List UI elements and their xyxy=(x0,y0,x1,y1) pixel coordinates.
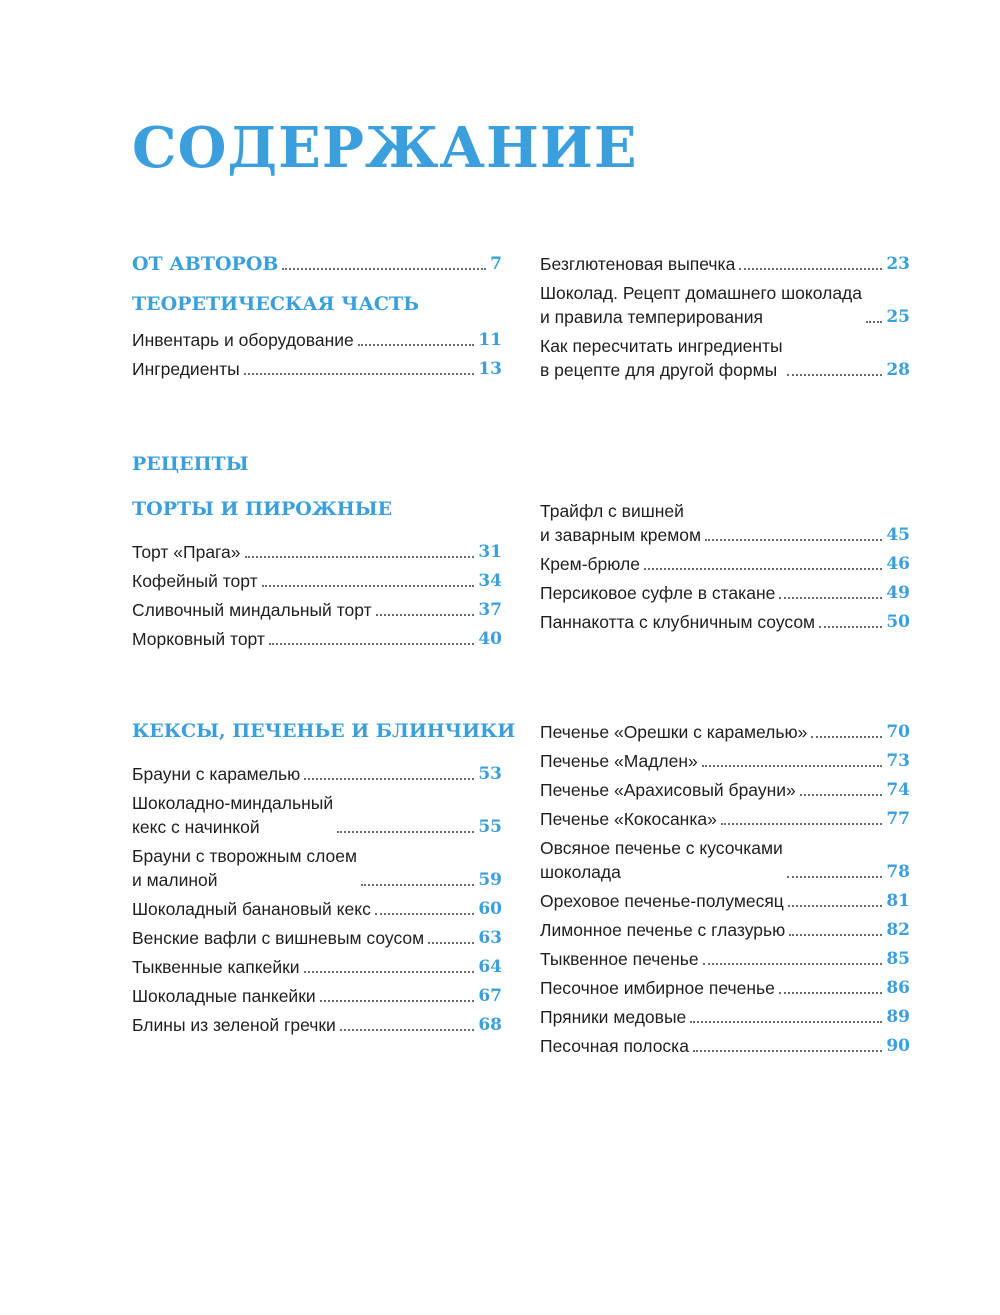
section-heading-recipes: РЕЦЕПТЫ xyxy=(132,453,249,475)
leader-dots xyxy=(779,992,882,994)
leader-dots xyxy=(787,374,883,376)
leader-dots xyxy=(739,268,882,270)
toc-entry[interactable] xyxy=(540,749,910,773)
toc-entry[interactable] xyxy=(132,540,502,564)
toc-entry[interactable] xyxy=(540,1034,910,1058)
toc-entry-title: Шоколад. Рецепт домашнего шоколада и правила темперирования xyxy=(540,283,862,327)
toc-entry[interactable] xyxy=(540,720,910,744)
cookies-left-column xyxy=(132,762,502,1042)
toc-page-number: 73 xyxy=(886,751,910,771)
toc-page-number: 89 xyxy=(886,1007,910,1027)
toc-entry-title: Безглютеновая выпечка xyxy=(540,254,736,274)
toc-entry[interactable] xyxy=(540,778,910,802)
toc-entry[interactable] xyxy=(132,844,502,892)
toc-entry-title: Шоколадные панкейки xyxy=(132,986,316,1006)
toc-entry-title: Персиковое суфле в стакане xyxy=(540,583,776,603)
toc-page-number: 7 xyxy=(490,254,502,274)
leader-dots xyxy=(269,643,474,645)
toc-entry-authors[interactable] xyxy=(132,252,502,276)
toc-entry[interactable] xyxy=(540,889,910,913)
toc-entry-title: Крем-брюле xyxy=(540,554,640,574)
toc-page-number: 86 xyxy=(886,978,910,998)
toc-entry-title: Тыквенные капкейки xyxy=(132,957,300,977)
toc-page-number: 55 xyxy=(478,817,502,837)
toc-page-number: 28 xyxy=(886,360,910,380)
toc-entry-title: Тыквенное печенье xyxy=(540,949,699,969)
leader-dots xyxy=(245,556,475,558)
toc-entry-title: Печенье «Орешки с карамелью» xyxy=(540,722,808,742)
leader-dots xyxy=(358,344,475,346)
toc-page-number: 11 xyxy=(478,330,502,350)
toc-entry-title: Печенье «Мадлен» xyxy=(540,751,698,771)
toc-entry[interactable] xyxy=(540,610,910,634)
leader-dots xyxy=(376,614,475,616)
toc-page-number: 45 xyxy=(886,525,910,545)
toc-entry[interactable] xyxy=(132,791,502,839)
leader-dots xyxy=(244,373,475,375)
cakes-right-column xyxy=(540,499,910,639)
leader-dots xyxy=(337,831,474,833)
toc-entry-title: Венские вафли с вишневым соусом xyxy=(132,928,425,948)
toc-entry[interactable] xyxy=(132,762,502,786)
toc-page-number: 68 xyxy=(478,1015,502,1035)
toc-page-number: 77 xyxy=(886,809,910,829)
leader-dots xyxy=(866,321,882,323)
toc-entry-title: Печенье «Арахисовый брауни» xyxy=(540,780,796,800)
toc-entry[interactable] xyxy=(540,581,910,605)
leader-dots xyxy=(282,268,486,270)
toc-page-number: 78 xyxy=(886,862,910,882)
toc-page-number: 74 xyxy=(886,780,910,800)
toc-entry-title: Кофейный торт xyxy=(132,571,258,591)
toc-entry[interactable] xyxy=(540,918,910,942)
page-title: СОДЕРЖАНИЕ xyxy=(132,115,638,181)
leader-dots xyxy=(788,905,882,907)
leader-dots xyxy=(361,884,474,886)
toc-entry[interactable] xyxy=(540,334,910,382)
toc-entry-title: Песочное имбирное печенье xyxy=(540,978,775,998)
leader-dots xyxy=(320,1000,475,1002)
toc-entry[interactable] xyxy=(540,499,910,547)
leader-dots xyxy=(721,823,882,825)
toc-entry[interactable] xyxy=(132,569,502,593)
toc-entry[interactable] xyxy=(132,328,502,352)
toc-entry-title: Инвентарь и оборудование xyxy=(132,330,354,350)
toc-entry[interactable] xyxy=(132,897,502,921)
toc-page-number: 49 xyxy=(886,583,910,603)
toc-entry[interactable] xyxy=(540,807,910,831)
toc-entry[interactable] xyxy=(540,552,910,576)
leader-dots xyxy=(304,971,475,973)
section-heading-cookies: КЕКСЫ, ПЕЧЕНЬЕ И БЛИНЧИКИ xyxy=(132,720,516,742)
toc-entry-title: Брауни с карамелью xyxy=(132,764,301,784)
toc-entry-title: Песочная полоска xyxy=(540,1036,689,1056)
toc-entry-title: Пряники медовые xyxy=(540,1007,687,1027)
toc-entry-title: Трайфл с вишней и заварным кремом xyxy=(540,501,702,545)
leader-dots xyxy=(779,597,882,599)
toc-page-number: 70 xyxy=(886,722,910,742)
toc-entry-title: Морковный торт xyxy=(132,629,265,649)
toc-page-number: 63 xyxy=(478,928,502,948)
toc-entry[interactable] xyxy=(132,984,502,1008)
toc-entry[interactable] xyxy=(132,1013,502,1037)
leader-dots xyxy=(375,913,474,915)
intro-right-column xyxy=(540,252,910,387)
toc-entry[interactable] xyxy=(132,926,502,950)
toc-entry[interactable] xyxy=(540,1005,910,1029)
toc-entry-title: Печенье «Кокосанка» xyxy=(540,809,717,829)
toc-entry[interactable] xyxy=(540,976,910,1000)
toc-entry-title: Торт «Прага» xyxy=(132,542,241,562)
leader-dots xyxy=(789,934,882,936)
toc-page-number: 59 xyxy=(478,870,502,890)
leader-dots xyxy=(811,736,882,738)
leader-dots xyxy=(693,1050,882,1052)
toc-page-number: 64 xyxy=(478,957,502,977)
toc-entry-title: Лимонное печенье с глазурью xyxy=(540,920,786,940)
toc-entry-title: Ореховое печенье-полумесяц xyxy=(540,891,784,911)
leader-dots xyxy=(304,778,474,780)
toc-entry[interactable] xyxy=(540,252,910,276)
toc-page-number: 34 xyxy=(478,571,502,591)
cakes-left-column xyxy=(132,540,502,656)
toc-entry-title: Брауни с творожным слоем и малиной xyxy=(132,846,358,890)
leader-dots xyxy=(690,1021,882,1023)
section-heading-cakes: ТОРТЫ И ПИРОЖНЫЕ xyxy=(132,498,393,520)
toc-page-number: 25 xyxy=(886,307,910,327)
toc-page-number: 81 xyxy=(886,891,910,911)
leader-dots xyxy=(702,765,883,767)
toc-page-number: 85 xyxy=(886,949,910,969)
leader-dots xyxy=(428,942,474,944)
leader-dots xyxy=(705,539,882,541)
toc-page-number: 31 xyxy=(478,542,502,562)
leader-dots xyxy=(819,626,882,628)
toc-entry-title: Шоколадно-миндальный кекс с начинкой xyxy=(132,793,334,837)
toc-entry-title: Блины из зеленой гречки xyxy=(132,1015,336,1035)
leader-dots xyxy=(262,585,475,587)
toc-entry-title: Сливочный миндальный торт xyxy=(132,600,372,620)
toc-page-number: 23 xyxy=(886,254,910,274)
section-heading-theory: ТЕОРЕТИЧЕСКАЯ ЧАСТЬ xyxy=(132,293,419,315)
toc-page-number: 82 xyxy=(886,920,910,940)
leader-dots xyxy=(800,794,883,796)
toc-page-number: 67 xyxy=(478,986,502,1006)
toc-entry-title: Ингредиенты xyxy=(132,359,240,379)
toc-entry-title: ОТ АВТОРОВ xyxy=(132,253,279,275)
toc-entry-title: Овсяное печенье с кусочками шоколада xyxy=(540,838,783,882)
toc-entry[interactable] xyxy=(132,357,502,381)
toc-entry[interactable] xyxy=(132,598,502,622)
toc-page-number: 53 xyxy=(478,764,502,784)
toc-page-number: 13 xyxy=(478,359,502,379)
toc-page-number: 40 xyxy=(478,629,502,649)
toc-entry[interactable] xyxy=(540,281,910,329)
toc-page-number: 37 xyxy=(478,600,502,620)
toc-entry[interactable] xyxy=(132,955,502,979)
toc-entry[interactable] xyxy=(540,836,910,884)
toc-entry-title: Как пересчитать ингредиенты в рецепте для другой формы xyxy=(540,336,783,380)
toc-entry[interactable] xyxy=(132,627,502,651)
leader-dots xyxy=(340,1029,475,1031)
toc-entry-title: Шоколадный банановый кекс xyxy=(132,899,371,919)
leader-dots xyxy=(644,568,882,570)
leader-dots xyxy=(703,963,883,965)
intro-left-column xyxy=(132,252,502,386)
toc-entry[interactable] xyxy=(540,947,910,971)
toc-page-number: 50 xyxy=(886,612,910,632)
cookies-right-column xyxy=(540,720,910,1063)
toc-page-number: 46 xyxy=(886,554,910,574)
toc-page-number: 60 xyxy=(478,899,502,919)
toc-entry-title: Паннакотта с клубничным соусом xyxy=(540,612,816,632)
leader-dots xyxy=(787,876,883,878)
toc-page-number: 90 xyxy=(886,1036,910,1056)
